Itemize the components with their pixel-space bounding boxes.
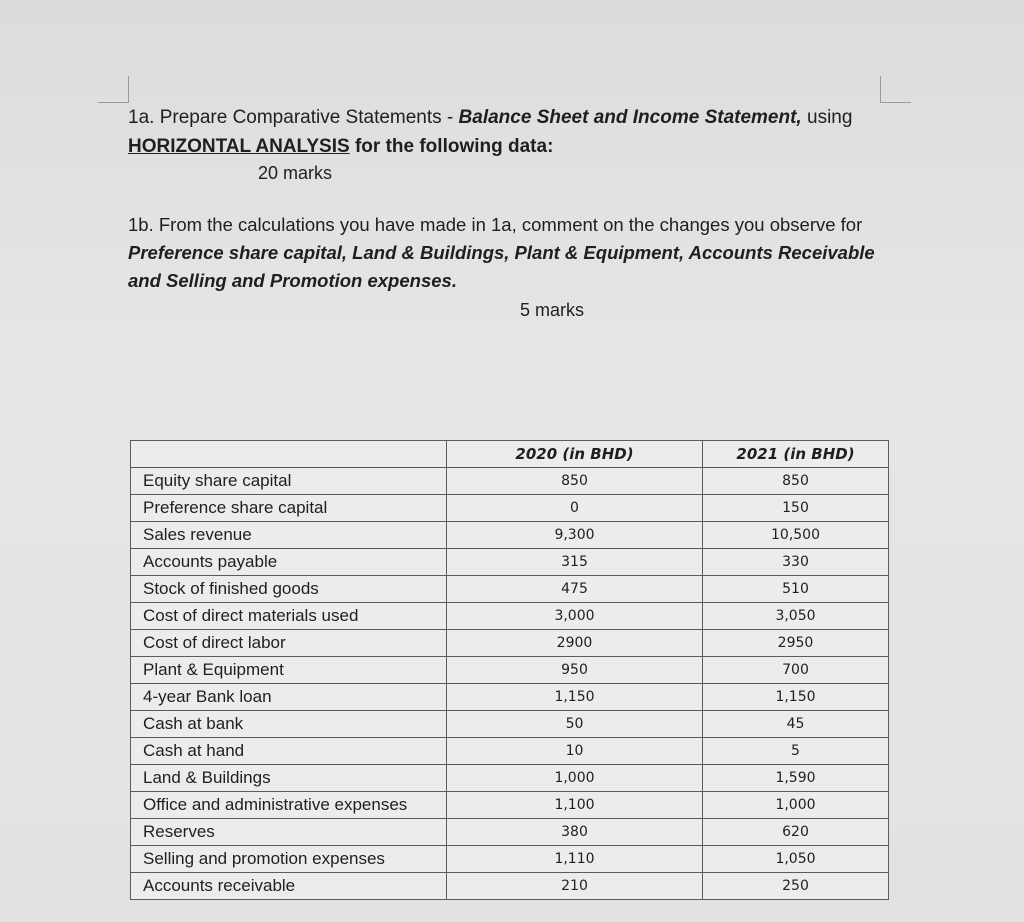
row-value-2021: 850 — [703, 468, 889, 495]
row-label: Sales revenue — [131, 522, 447, 549]
table-body — [131, 468, 889, 900]
row-value-2020: 380 — [447, 819, 703, 846]
table-row — [131, 495, 889, 522]
row-value-2020: 0 — [447, 495, 703, 522]
table-header-label — [131, 441, 447, 468]
data-table — [130, 440, 889, 900]
row-value-2020: 50 — [447, 711, 703, 738]
question-1a-marks: 20 marks — [258, 163, 333, 183]
row-value-2020: 1,150 — [447, 684, 703, 711]
row-label: Cost of direct labor — [131, 630, 447, 657]
row-value-2021: 45 — [703, 711, 889, 738]
row-value-2021: 3,050 — [703, 603, 889, 630]
table-row — [131, 873, 889, 900]
row-value-2021: 510 — [703, 576, 889, 603]
row-label: Cash at hand — [131, 738, 447, 765]
row-value-2020: 1,110 — [447, 846, 703, 873]
row-label: Land & Buildings — [131, 765, 447, 792]
table-row — [131, 819, 889, 846]
table-row — [131, 468, 889, 495]
row-value-2020: 1,100 — [447, 792, 703, 819]
row-label: Reserves — [131, 819, 447, 846]
row-label: Accounts payable — [131, 549, 447, 576]
margin-corner-right — [880, 76, 911, 103]
table-header-2021: 2021 (in BHD) — [703, 441, 889, 468]
question-1b-emphasis: Preference share capital, Land & Buildings, Plant & Equipment, Accounts Receivable and Selling and Promotion expenses. — [128, 242, 875, 291]
row-label: Cash at bank — [131, 711, 447, 738]
row-value-2021: 620 — [703, 819, 889, 846]
table-row — [131, 657, 889, 684]
question-1a-suffix: for the following data: — [349, 136, 554, 157]
row-label: Cost of direct materials used — [131, 603, 447, 630]
row-value-2021: 5 — [703, 738, 889, 765]
row-value-2021: 330 — [703, 549, 889, 576]
row-label: Equity share capital — [131, 468, 447, 495]
row-value-2021: 700 — [703, 657, 889, 684]
question-1b — [128, 211, 898, 295]
question-1a — [128, 103, 908, 161]
table-row — [131, 630, 889, 657]
row-value-2020: 315 — [447, 549, 703, 576]
row-label: Accounts receivable — [131, 873, 447, 900]
row-value-2020: 1,000 — [447, 765, 703, 792]
row-label: Selling and promotion expenses — [131, 846, 447, 873]
question-1a-underline: HORIZONTAL ANALYSIS — [128, 136, 350, 157]
margin-corner-left — [98, 76, 129, 103]
row-value-2021: 1,050 — [703, 846, 889, 873]
table-row — [131, 792, 889, 819]
row-label: 4-year Bank loan — [131, 684, 447, 711]
row-value-2020: 850 — [447, 468, 703, 495]
table-row — [131, 549, 889, 576]
question-1a-prefix: 1a. Prepare Comparative Statements - — [128, 107, 459, 128]
row-value-2021: 150 — [703, 495, 889, 522]
table-header-2020: 2020 (in BHD) — [447, 441, 703, 468]
row-value-2020: 210 — [447, 873, 703, 900]
table-row — [131, 738, 889, 765]
row-value-2020: 950 — [447, 657, 703, 684]
row-value-2021: 1,150 — [703, 684, 889, 711]
row-value-2021: 2950 — [703, 630, 889, 657]
table-row — [131, 846, 889, 873]
row-value-2021: 1,590 — [703, 765, 889, 792]
row-value-2021: 1,000 — [703, 792, 889, 819]
row-label: Plant & Equipment — [131, 657, 447, 684]
table-row — [131, 711, 889, 738]
table-row — [131, 684, 889, 711]
row-value-2020: 475 — [447, 576, 703, 603]
row-label: Preference share capital — [131, 495, 447, 522]
table-row — [131, 765, 889, 792]
row-value-2021: 10,500 — [703, 522, 889, 549]
row-value-2021: 250 — [703, 873, 889, 900]
data-table-container — [130, 440, 888, 900]
question-1a-mid: using — [801, 107, 853, 128]
table-header-row — [131, 441, 889, 468]
row-label: Stock of finished goods — [131, 576, 447, 603]
table-row — [131, 576, 889, 603]
table-row — [131, 522, 889, 549]
question-1a-emphasis: Balance Sheet and Income Statement, — [458, 107, 802, 128]
row-label: Office and administrative expenses — [131, 792, 447, 819]
question-1b-prefix: 1b. From the calculations you have made in 1a, comment on the changes you observe for — [128, 214, 863, 235]
row-value-2020: 2900 — [447, 630, 703, 657]
row-value-2020: 10 — [447, 738, 703, 765]
table-row — [131, 603, 889, 630]
row-value-2020: 3,000 — [447, 603, 703, 630]
question-1b-marks: 5 marks — [520, 300, 585, 320]
row-value-2020: 9,300 — [447, 522, 703, 549]
